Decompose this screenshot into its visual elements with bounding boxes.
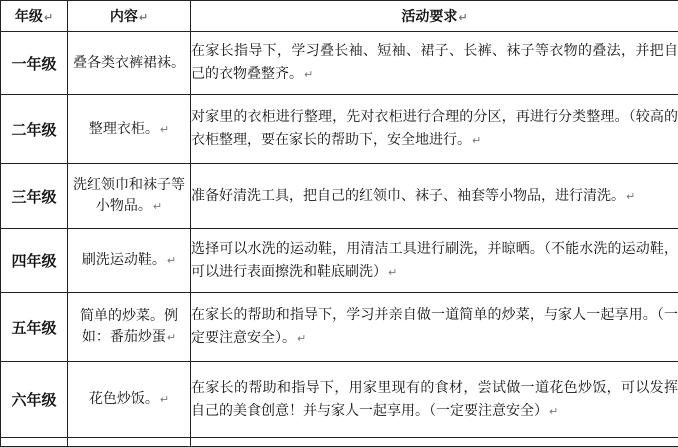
requirement-cell: 在家长指导下，学习叠长袖、短袖、裙子、长裤、袜子等衣物的叠法，并把自己的衣物叠整齐。↵	[191, 32, 678, 95]
header-content: 内容↵	[68, 1, 191, 32]
empty-cell	[1, 438, 68, 447]
grade-cell: 一年级	[1, 32, 68, 95]
header-requirement: 活动要求↵	[191, 1, 678, 32]
requirement-cell: 准备好清洗工具，把自己的红领巾、袜子、袖套等小物品，进行清洗。↵	[191, 164, 678, 229]
header-row	[1, 1, 678, 32]
content-cell: 刷洗运动鞋。↵	[68, 229, 191, 293]
grade-cell: 五年级	[1, 293, 68, 362]
table-row	[1, 293, 678, 362]
table-row	[1, 362, 678, 438]
header-grade: 年级↵	[1, 1, 68, 32]
grade-cell: 三年级	[1, 164, 68, 229]
table-row	[1, 229, 678, 293]
grade-cell: 二年级	[1, 95, 68, 164]
requirement-cell: 选择可以水洗的运动鞋，用清洁工具进行刷洗，并晾晒。（不能水洗的运动鞋，可以进行表面擦洗和鞋底刷洗）↵	[191, 229, 678, 293]
content-cell: 简单的炒菜。例如：番茄炒蛋↵	[68, 293, 191, 362]
table-row	[1, 32, 678, 95]
content-cell: 花色炒饭。↵	[68, 362, 191, 438]
content-cell: 整理衣柜。↵	[68, 95, 191, 164]
requirement-cell: 对家里的衣柜进行整理，先对衣柜进行合理的分区，再进行分类整理。（较高的衣柜整理，要在家长的帮助下，安全地进行。↵	[191, 95, 678, 164]
requirement-cell: 在家长的帮助和指导下，学习并亲自做一道简单的炒菜，与家人一起享用。（一定要注意安全）。↵	[191, 293, 678, 362]
table-row	[1, 164, 678, 229]
empty-cell	[68, 438, 191, 447]
grade-cell: 四年级	[1, 229, 68, 293]
table-row	[1, 95, 678, 164]
requirement-cell: 在家长的帮助和指导下，用家里现有的食材，尝试做一道花色炒饭，可以发挥自己的美食创意！并与家人一起享用。（一定要注意安全）↵	[191, 362, 678, 438]
content-cell: 叠各类衣裤裙袜。	[68, 32, 191, 95]
table-row-empty	[1, 438, 678, 447]
empty-cell	[191, 438, 678, 447]
grade-cell: 六年级	[1, 362, 68, 438]
content-cell: 洗红领巾和袜子等小物品。↵	[68, 164, 191, 229]
